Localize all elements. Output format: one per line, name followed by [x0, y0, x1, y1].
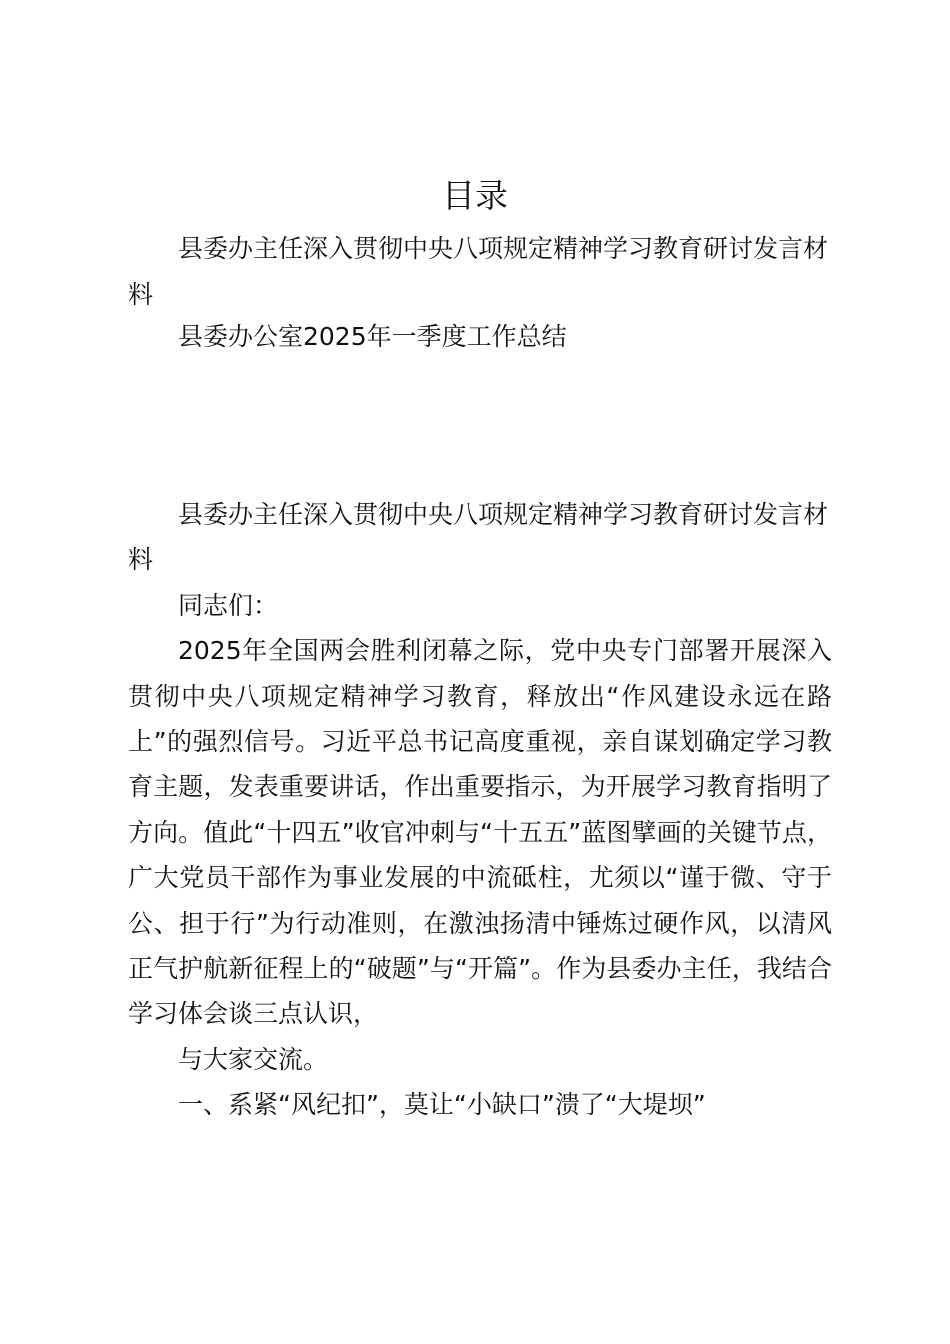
article-title: 县委办主任深入贯彻中央八项规定精神学习教育研讨发言材料 [128, 500, 829, 575]
section-1-heading: 一、系紧“风纪扣”，莫让“小缺口”溃了“大堤坝” [178, 1090, 706, 1120]
toc-entry-speech[interactable]: 县委办主任深入贯彻中央八项规定精神学习教育研讨发言材料 [128, 234, 829, 309]
article-paragraph-1: 2025年全国两会胜利闭幕之际，党中央专门部署开展深入贯彻中央八项规定精神学习教育，释放出“作风建设永远在路上”的强烈信号。习近平总书记高度重视，亲自谋划确定学习教育主题，发表重要讲话，作出重要指示，为开展学习教育指明了方向。值此“十四五”收官冲刺与“十五五”蓝图擘画的关键节点，广大党员干部作为事业发展的中流砥柱，尤须以“谨于微、守于公、担于行”为行动准则，在激浊扬清中锤炼过硬作风，以清风正气护航新征程上的“破题”与“开篇”。作为县委办主任，我结合学习体会谈三点认识， [128, 636, 832, 1029]
article-body [128, 492, 832, 1128]
toc-entry-summary[interactable]: 县委办公室2025年一季度工作总结 [178, 322, 567, 351]
article-salutation: 同志们： [178, 590, 279, 620]
toc-title: 目录 [442, 176, 508, 215]
article-paragraph-2: 与大家交流。 [178, 1044, 329, 1074]
